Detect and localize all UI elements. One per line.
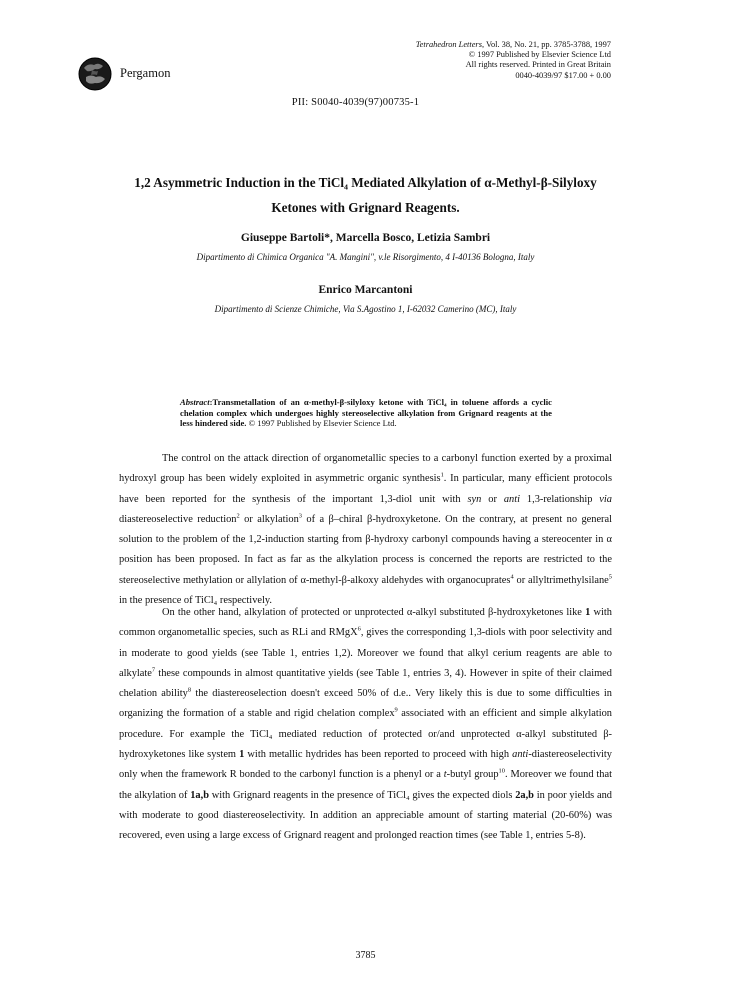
reference-8: 8 [187,686,192,694]
body-paragraph-2: On the other hand, alkylation of protected or unprotected α-alkyl substituted β-hydroxyketones like 1 with common organometallic species, such as RLi and RMgX$^6$, gives the corresponding 1,3-diols with poor selectivity and in moderate to good yields (see Table 1, entries 1,2). Moreover we found that alkyl cerium reagents are able to alkylate$^7$ these compounds in almost quantitative yields (see Table 1, entries 3, 4). However in spite of their claimed chelation ability$^8$ the diastereoselection doesn't exceed 50% of d.e.. Very likely this is due to some difficulties in organizing the formation of a stable and rigid chelation complex$^9$ associated with an efficient and simple alkylation procedure. For example the TiCl₄ mediated reduction of protected or/and unprotected α-alkyl substituted β-hydroxyketones like system 1 with metallic hydrides has been reported to proceed with high anti-diastereoselectivity only when the framework R bonded to the carbonyl function is a phenyl or a t-butyl group$^{10}$. Moreover we found that the alkylation of 1a,b with Grignard reagents in the presence of TiCl₄ gives the expected diols 2a,b in poor yields and with moderate to good diastereoselectivity. In addition an appreciable amount of starting material (20-60%) was recovered, even using a large excess of Grignard reagent and prolonged reaction times (see Table 1, entries 5-8). [119,607,613,842]
reference-5: 5 [608,573,612,581]
body-paragraph-1: The control on the attack direction of organometallic species to a carbonyl function exerted by a proximal hydroxyl group has been widely exploited in asymmetric organic synthesis$^1$. In particular, many efficient protocols have been reported for the synthesis of the important 1,3-diol unit with syn or anti 1,3-relationship via diastereoselective reduction$^2$ or alkylation$^3$ of a β–chiral β-hydroxyketone. On the contrary, at present no general solution to the problem of the 1,2-induction starting from β-hydroxy carbonyl compounds having a stereocenter in α position has been proposed. In fact as far as the alkylation process is concerned the reports are restricted to the stereoselective methylation or allylation of α-methyl-β-alkoxy aldehydes with organocuprates$^4$ or allyltrimethylsilane$^5$ in the presence of TiCl₄ respectively. [119,453,613,607]
copyright-line: © 1997 Published by Elsevier Science Ltd [468,50,611,60]
title-line-2: Ketones with Grignard Reagents. [271,200,460,215]
pergamon-globe-logo [78,57,112,91]
article-title [110,170,621,220]
compound-1: 1 [585,607,591,618]
rights-line: All rights reserved. Printed in Great Britain [465,60,611,70]
affiliation-bologna: Dipartimento di Chimica Organica "A. Mangini", v.le Risorgimento, 4 I-40136 Bologna, Italy [196,252,535,262]
abstract [180,397,552,429]
reference-1: 1 [440,471,444,479]
abstract-copyright: © 1997 Published by Elsevier Science Ltd. [248,418,397,429]
compound-1ab: 1a,b [190,789,209,801]
abstract-text: :Transmetallation of an α-methyl-β-silyloxy ketone with TiCl₄ in toluene affords a cyclic chelation complex which undergoes highly stereoselective alkylation from Grignard reagents at the less hindered side. [180,397,552,429]
journal-title: Tetrahedron Letters [415,40,482,49]
page-number: 3785 [355,950,376,961]
reference-3: 3 [298,512,302,520]
publisher-name: Pergamon [120,66,171,80]
reference-6: 6 [357,625,361,633]
compound-1-system: 1 [239,749,245,761]
reference-4: 4 [510,573,514,581]
journal-info [416,40,611,81]
reference-9: 9 [394,707,398,715]
authors-secondary: Enrico Marcantoni [318,284,413,296]
journal-citation: Tetrahedron Letters, Vol. 38, No. 21, pp. 3785-3788, 1997 [415,40,611,49]
authors-primary: Giuseppe Bartoli*, Marcella Bosco, Letizia Sambri [240,232,491,244]
title-line-1: 1,2 Asymmetric Induction in the TiCl₄ Mediated Alkylation of α-Methyl-β-Silyloxy [134,175,597,190]
pii-identifier: PII: S0040-4039(97)00735-1 [291,97,420,108]
reference-2: 2 [236,512,240,520]
issn-price: 0040-4039/97 $17.00 + 0.00 [515,70,611,80]
compound-2ab: 2a,b [515,789,534,801]
affiliation-camerino: Dipartimento di Scienze Chimiche, Via S.Agostino 1, I-62032 Camerino (MC), Italy [214,304,517,314]
abstract-label: Abstract [180,397,210,407]
reference-10: 10 [498,767,505,775]
reference-7: 7 [151,666,156,674]
